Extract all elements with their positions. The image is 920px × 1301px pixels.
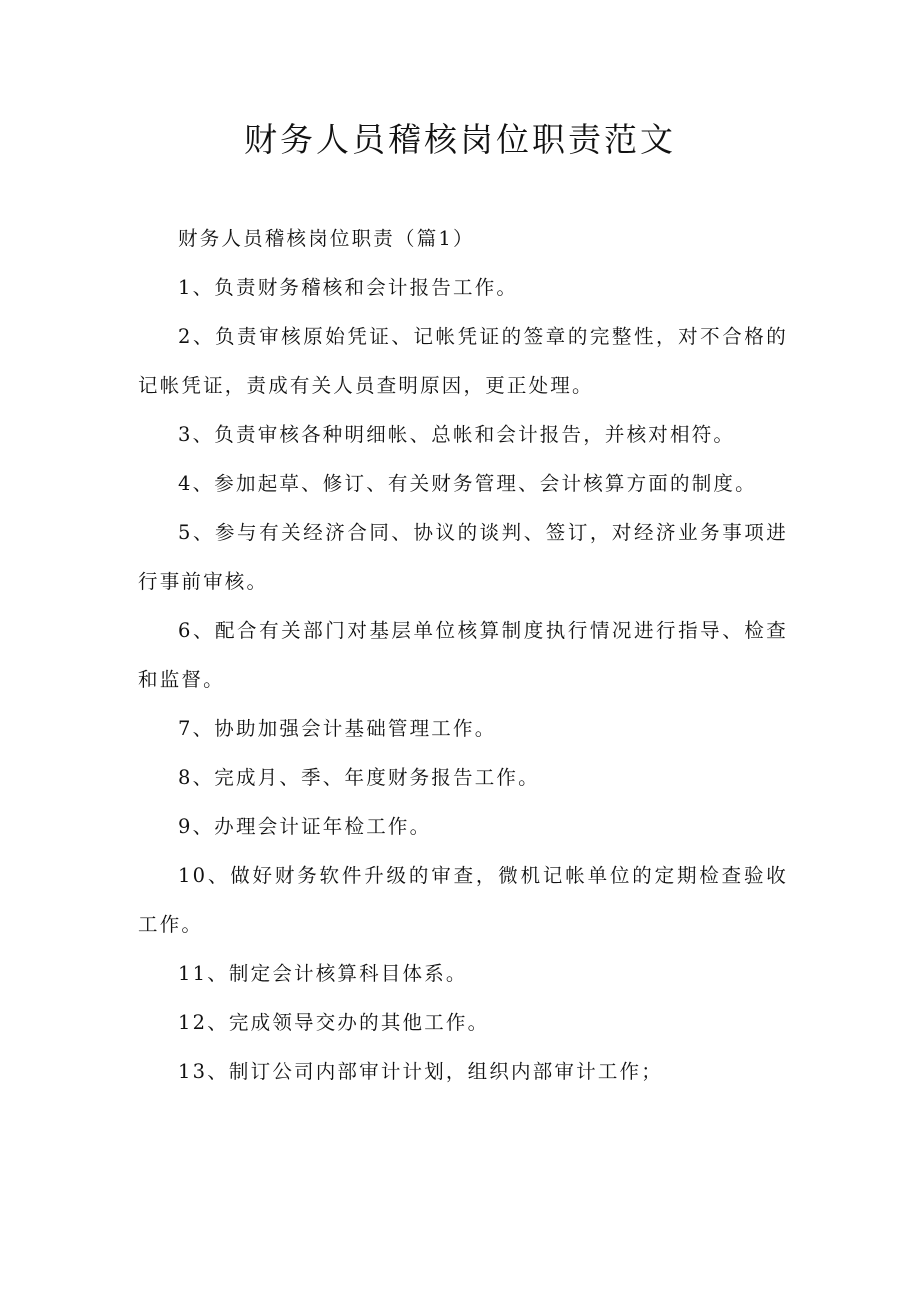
duty-item-5: 5、参与有关经济合同、协议的谈判、签订，对经济业务事项进行事前审核。 (138, 521, 788, 593)
section-heading: 财务人员稽核岗位职责（篇1） (178, 227, 475, 250)
duty-item-11: 11、制定会计核算科目体系。 (178, 962, 468, 985)
duty-item-3: 3、负责审核各种明细帐、总帐和会计报告，并核对相符。 (178, 423, 736, 446)
duty-item-1: 1、负责财务稽核和会计报告工作。 (178, 276, 519, 299)
duty-item-2: 2、负责审核原始凭证、记帐凭证的签章的完整性，对不合格的记帐凭证，责成有关人员查明原因，更正处理。 (138, 325, 788, 397)
duty-item-8: 8、完成月、季、年度财务报告工作。 (178, 766, 540, 789)
document-title: 财务人员稽核岗位职责范文 (244, 120, 676, 159)
duty-item-9: 9、办理会计证年检工作。 (178, 815, 432, 838)
duty-item-10: 10、做好财务软件升级的审查，微机记帐单位的定期检查验收工作。 (138, 864, 788, 936)
duty-item-12: 12、完成领导交办的其他工作。 (178, 1011, 490, 1034)
duty-item-4: 4、参加起草、修订、有关财务管理、会计核算方面的制度。 (178, 472, 757, 495)
duty-item-13: 13、制订公司内部审计计划，组织内部审计工作； (178, 1060, 663, 1083)
duty-item-6: 6、配合有关部门对基层单位核算制度执行情况进行指导、检查和监督。 (138, 619, 788, 691)
document-body (138, 214, 788, 1096)
duty-item-7: 7、协助加强会计基础管理工作。 (178, 717, 497, 740)
